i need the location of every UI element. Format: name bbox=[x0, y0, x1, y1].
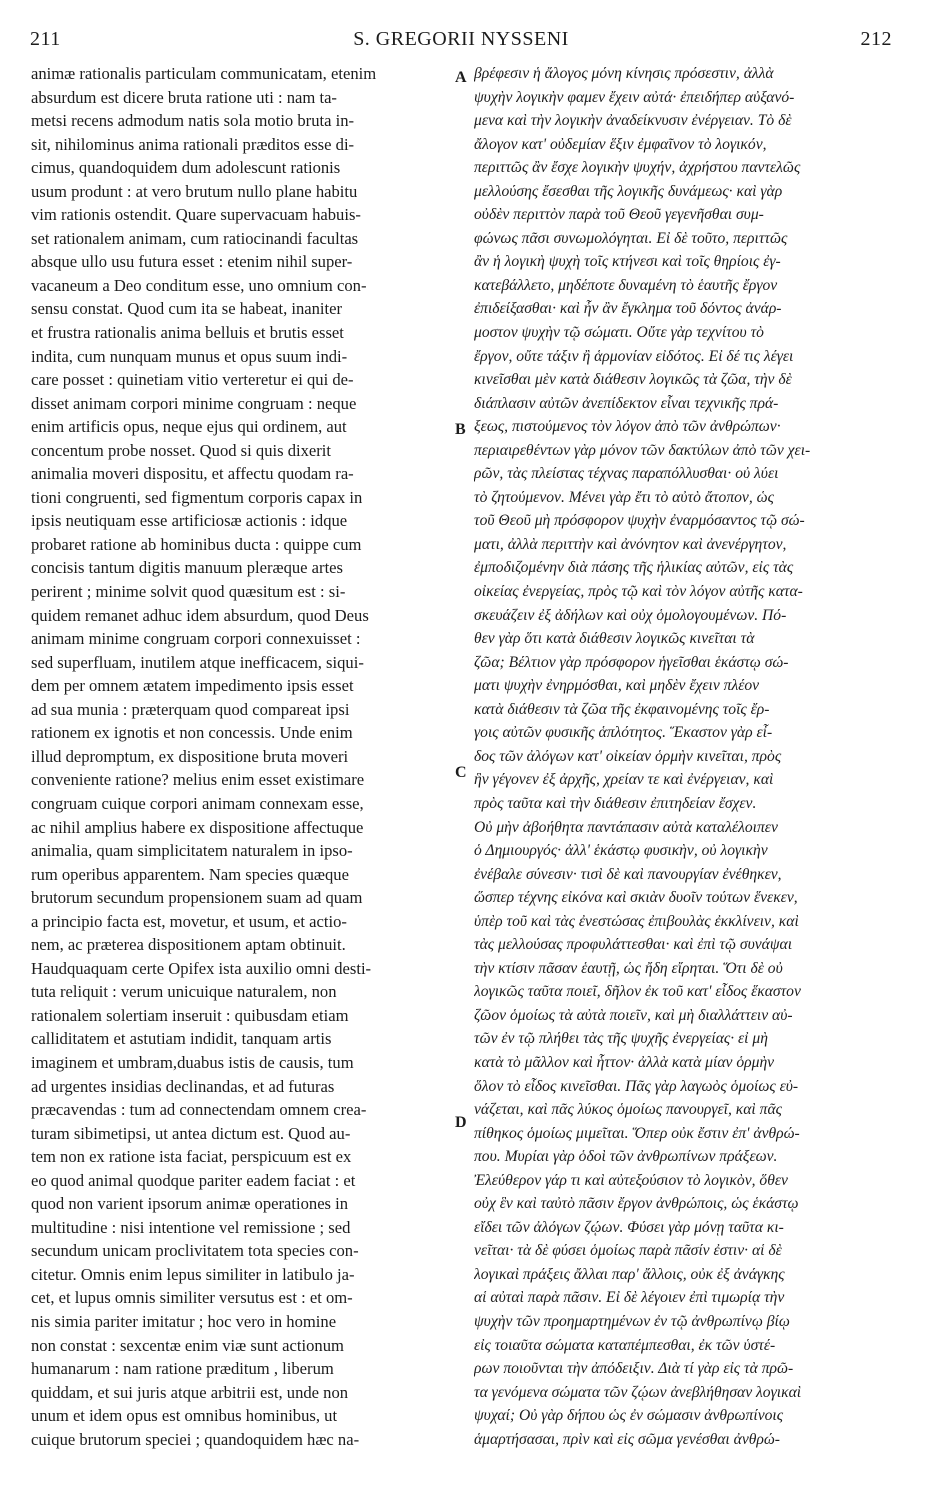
text-line: ἣν γέγονεν ἐξ ἀρχῆς, χρείαν τε καὶ ἐνέργειαν, καὶ bbox=[474, 771, 774, 789]
text-line: nem, ac præterea dispositionem aptam obtinuit. bbox=[31, 935, 346, 955]
text-line: concisis tantum digitis manuum pleræque artes bbox=[31, 558, 343, 578]
text-line: γοις αὐτῶν φυσικῆς ἁπλότητος. Ἕκαστον γὰρ εἶ- bbox=[474, 724, 773, 742]
text-line: ἐμποδιζομένην διὰ πάσης τῆς ἡλικίας αὐτῶν, εἰς τὰς bbox=[474, 559, 794, 577]
text-line: ὅλον τὸ εἶδος κινεῖσθαι. Πᾶς γὰρ λαγωὸς ὁμοίως εὐ- bbox=[474, 1077, 799, 1095]
text-line: νεῖται· τὰ δὲ φύσει ὁμοίως παρὰ πᾶσίν ἐστιν· αἱ δὲ bbox=[474, 1242, 782, 1260]
text-line: animalia moveri dispositu, et affectu quodam ra- bbox=[31, 464, 354, 484]
text-line: που. Μυρίαι γὰρ ὁδοὶ τῶν ἀνθρωπίνων πράξεων. bbox=[474, 1148, 778, 1166]
latin-column bbox=[31, 62, 454, 1451]
text-line: et frustra rationalis anima belluis et brutis esset bbox=[31, 323, 344, 343]
text-line: δος τῶν ἀλόγων κατ' οἰκείαν ὁρμὴν κινεῖται, πρὸς bbox=[474, 747, 782, 765]
text-line: ac nihil amplius habere ex dispositione affectuque bbox=[31, 817, 364, 837]
text-line: οὐδὲν περιττὸν παρὰ τοῦ Θεοῦ γεγενῆσθαι συμ- bbox=[474, 206, 764, 224]
text-line: humanarum : nam ratione præditum , liberum bbox=[31, 1359, 334, 1379]
text-line: quidem remanet adhuc idem absurdum, quod Deus bbox=[31, 605, 369, 625]
text-line: ζῶα; Βέλτιον γὰρ πρόσφορον ἡγεῖσθαι ἑκάστῳ σώ- bbox=[474, 653, 789, 671]
text-line: ψυχὴν τῶν προημαρτημένων ἐν τῷ ἀνθρωπίνῳ βίῳ bbox=[474, 1312, 790, 1330]
text-line: care posset : quinetiam vitio verteretur ei qui de- bbox=[31, 370, 354, 390]
text-line: πρὸς ταῦτα καὶ τὴν διάθεσιν ἐπιτηδείαν ἔσχεν. bbox=[474, 794, 757, 812]
text-line: ipsis neutiquam esse artificiosæ actionis : idque bbox=[31, 511, 348, 531]
text-line: ἐπιδείξασθαι· καὶ ἦν ἂν ἔγκλημα τοῦ δόντος ἀνάρ- bbox=[474, 300, 782, 318]
text-line: secundum unicam proclivitatem tota species con- bbox=[31, 1241, 359, 1261]
text-line: sed superfluam, inutilem atque inefficacem, siqui- bbox=[31, 652, 364, 672]
text-line: ὥσπερ τέχνης εἰκόνα καὶ σκιὰν δυοῖν τούτων ἕνεκεν, bbox=[474, 889, 798, 907]
text-line: quod non varient ipsorum animæ operationes in bbox=[31, 1194, 349, 1214]
text-line: enim artificis opus, neque ejus qui ordinem, aut bbox=[31, 417, 347, 437]
text-line: τὴν κτίσιν πᾶσαν ἑαυτῇ, ὡς ἤδη εἴρηται. Ὅτι δὲ οὐ bbox=[474, 959, 783, 977]
text-line: non constat : sexcentæ enim viæ sunt actionum bbox=[31, 1335, 344, 1355]
text-line: ὁ Δημιουργός· ἀλλ' ἑκάστῳ φυσικὴν, οὐ λογικὴν bbox=[474, 842, 768, 860]
text-line: cuique brutorum speciei ; quandoquidem hæc na- bbox=[31, 1429, 360, 1449]
text-line: ὑπὲρ τοῦ καὶ τὰς ἐνεστώσας ἐπιβουλὰς ἐκκλίνειν, καὶ bbox=[474, 912, 799, 930]
text-line: absurdum est dicere bruta ratione uti : nam ta- bbox=[31, 87, 337, 107]
text-line: οὐχ ἓν καὶ ταὐτὸ πᾶσιν ἔργον ἀνθρώποις, ὡς ἑκάστῳ bbox=[474, 1195, 799, 1213]
text-line: usum produnt : at vero brutum nullo plane habitu bbox=[31, 181, 358, 201]
text-line: τὸ ζητούμενον. Μένει γὰρ ἔτι τὸ αὐτὸ ἄτοπον, ὡς bbox=[474, 488, 774, 506]
text-line: αἱ αὐταὶ παρὰ πᾶσιν. Εἰ δὲ λέγοιεν ἐπὶ τιμωρίᾳ τὴν bbox=[474, 1289, 785, 1307]
text-line: κατεβάλλετο, μηδέποτε δυναμένη τὸ ἑαυτῆς ἔργον bbox=[474, 276, 778, 294]
text-line: quiddam, et sui juris atque arbitrii est, unde non bbox=[31, 1382, 349, 1402]
text-line: calliditatem et astutiam indidit, tanquam artis bbox=[31, 1029, 332, 1049]
text-line: διάπλασιν αὐτῶν ἀνεπίδεκτον εἶναι τεχνικῆς πρά- bbox=[474, 394, 779, 412]
text-line: ρων ποιοῦνται τὴν ἀπόδειξιν. Διὰ τί γὰρ εἰς τὰ πρῶ- bbox=[474, 1360, 794, 1378]
text-line: οἰκείας ἐνεργείας, πρὸς τῷ καὶ τὸν λόγον αὐτῆς κατα- bbox=[474, 583, 803, 601]
margin-letter: C bbox=[455, 764, 467, 781]
text-line: disset animam corpori minime congruam : neque bbox=[31, 393, 357, 413]
text-line: sensu constat. Quod cum ita se habeat, inaniter bbox=[31, 299, 343, 319]
text-line: vim rationis ostendit. Quare supervacuam habuis- bbox=[31, 205, 361, 225]
text-line: unum et idem opus est omnibus hominibus, ut bbox=[31, 1406, 338, 1426]
text-line: περιττῶς ἂν ἔσχε λογικὴν ψυχήν, ἀχρήστου παντελῶς bbox=[474, 159, 801, 177]
text-line: imaginem et umbram,duabus istis de causis, tum bbox=[31, 1052, 354, 1072]
text-line: νάζεται, καὶ πᾶς λύκος ὁμοίως πανουργεῖ, καὶ πᾶς bbox=[474, 1101, 782, 1119]
text-line: Ἐλεύθερον γάρ τι καὶ αὐτεξούσιον τὸ λογικὸν, ὅθεν bbox=[474, 1171, 788, 1189]
text-line: σκευάζειν ἐξ ἀδήλων καὶ οὐχ ὁμολογουμένων. Πό- bbox=[474, 606, 787, 624]
text-line: animæ rationalis particulam communicatam, etenim bbox=[31, 64, 377, 83]
margin-letter: B bbox=[455, 421, 466, 438]
text-line: illud depromptum, ex dispositione bruta moveri bbox=[31, 746, 349, 766]
text-line: ματι ψυχὴν ἐνηρμόσθαι, καὶ μηδὲν ἔχειν πλέον bbox=[474, 677, 760, 695]
text-line: εἴδει τῶν ἀλόγων ζῴων. Φύσει γὰρ μόνῃ ταῦτα κι- bbox=[474, 1218, 784, 1236]
text-line: ματι, ἀλλὰ περιττὴν καὶ ἀνόνητον καὶ ἀνενέργητον, bbox=[474, 535, 787, 553]
text-line: κατὰ διάθεσιν τὰ ζῶα τῆς ἐκφαινομένης τοῖς ἔρ- bbox=[474, 700, 770, 718]
text-line: τῶν ἐν τῷ πλήθει τὰς τῆς ψυχῆς ἐνεργείας· εἰ μὴ bbox=[474, 1030, 768, 1048]
text-line: indita, cum nunquam munus et opus suum indi- bbox=[31, 346, 348, 366]
text-line: multitudine : nisi intentione vel remissione ; sed bbox=[31, 1217, 351, 1237]
text-line: ἁμαρτήσασαι, πρὶν καὶ εἰς σῶμα γενέσθαι ἀνθρώ- bbox=[474, 1430, 780, 1448]
text-line: brutorum secundum propensionem suam ad quam bbox=[31, 888, 363, 908]
text-line: concentum probe nosset. Quod si quis dixerit bbox=[31, 440, 332, 460]
text-line: κατὰ τὸ μᾶλλον καὶ ἧττον· ἀλλὰ κατὰ μίαν ὁρμὴν bbox=[474, 1053, 775, 1071]
text-line: congruam cuique corpori animam connexam esse, bbox=[31, 793, 364, 813]
text-line: absque ullo usu futura esset : etenim nihil super- bbox=[31, 252, 353, 272]
margin-letter: A bbox=[455, 69, 467, 86]
page-number-right: 212 bbox=[860, 28, 892, 50]
running-title: S. GREGORII NYSSENI bbox=[353, 28, 569, 50]
text-line: λογικαὶ πράξεις ἄλλαι παρ' ἄλλοις, οὐκ ἐξ ἀνάγκης bbox=[474, 1265, 785, 1283]
text-line: θεν γὰρ ὅτι κατὰ διάθεσιν λογικῶς κινεῖται τὰ bbox=[474, 630, 755, 648]
text-line: τα γενόμενα σώματα τῶν ζῴων ἀνεβλήθησαν λογικαὶ bbox=[474, 1383, 802, 1401]
text-line: λογικῶς ταῦτα ποιεῖ, δῆλον ἐκ τοῦ κατ' εἶδος ἕκαστον bbox=[474, 983, 801, 1001]
text-line: εἰς τοιαῦτα σώματα καταπέμπεσθαι, ἐκ τῶν ὑστέ- bbox=[474, 1336, 776, 1354]
text-line: ψυχαί; Οὐ γὰρ δήπου ὡς ἐν σώμασιν ἀνθρωπίνοις bbox=[474, 1407, 784, 1425]
text-line: eo quod animal quodque pariter eadem faciat : et bbox=[31, 1170, 356, 1190]
text-line: ad urgentes insidias declinandas, et ad futuras bbox=[31, 1076, 335, 1096]
text-line: ἂν ἡ λογικὴ ψυχὴ τοῖς κτήνεσι καὶ τοῖς θηρίοις ἐγ- bbox=[474, 253, 781, 271]
text-line: tem non ex ratione ista faciat, perspicuum est ex bbox=[31, 1147, 352, 1167]
text-line: probaret ratione ab hominibus ducta : quippe cum bbox=[31, 534, 362, 554]
text-line: cimus, quandoquidem dum adolescunt rationis bbox=[31, 158, 341, 178]
text-line: rationalem solertiam inseruit : quibusdam etiam bbox=[31, 1005, 349, 1025]
running-header bbox=[30, 28, 892, 58]
text-line: a principio facta est, movetur, et usum, et actio- bbox=[31, 911, 347, 931]
text-line: κινεῖσθαι μὲν κατὰ διάθεσιν λογικῶς τὰ ζῶα, τὴν δὲ bbox=[474, 371, 792, 389]
greek-column bbox=[474, 62, 894, 1451]
text-line: ἄλογον κατ' οὐδεμίαν ἕξιν ἐμφαῖνον τὸ λογικόν, bbox=[474, 135, 767, 153]
text-line: τοῦ Θεοῦ μὴ πρόσφορον ψυχὴν ἐναρμόσαντος τῷ σώ- bbox=[474, 512, 805, 530]
text-line: sit, nihilominus anima rationali præditos esse di- bbox=[31, 134, 355, 154]
text-line: metsi recens admodum natis sola motio bruta in- bbox=[31, 111, 355, 131]
text-line: nis simia pariter imitatur ; hoc vero in homine bbox=[31, 1311, 337, 1331]
text-line: ἔργον, οὔτε τάξιν ἢ ἁρμονίαν εἰδότος. Εἰ δέ τις λέγει bbox=[474, 347, 794, 365]
text-line: perirent ; minime solvit quod quæsitum est : si- bbox=[31, 582, 346, 602]
text-line: tioni congruenti, sed figmentum corporis capax in bbox=[31, 487, 363, 507]
text-line: ad sua munia : præterquam quod compareat ipsi bbox=[31, 699, 350, 719]
text-line: μοστον ψυχὴν τῷ σώματι. Οὔτε γὰρ τεχνίτου τὸ bbox=[474, 324, 764, 342]
text-line: βρέφεσιν ἡ ἄλογος μόνη κίνησις πρόσεστιν, ἀλλὰ bbox=[474, 65, 774, 82]
text-line: cet, et lupus omnis similiter versutus est : et om- bbox=[31, 1288, 353, 1308]
text-line: ρῶν, τὰς πλείστας τέχνας παραπόλλυσθαι· οὐ λύει bbox=[474, 465, 779, 483]
text-line: tuta reliquit : verum unicuique naturalem, non bbox=[31, 982, 337, 1002]
text-line: animalia, quam simplicitatem naturalem in ipso- bbox=[31, 841, 353, 861]
text-line: ψυχὴν λογικὴν φαμεν ἔχειν αὐτά· ἐπειδήπερ αὐξανό- bbox=[474, 88, 795, 106]
text-line: dem per omnem ætatem impedimento ipsis esset bbox=[31, 676, 354, 696]
text-line: φώνως πᾶσι συνωμολόγηται. Εἰ δὲ τοῦτο, περιττῶς bbox=[474, 229, 788, 247]
text-line: ζῶον ὁμοίως τὰ αὐτὰ ποιεῖν, καὶ μὴ διαλλάττειν αὐ- bbox=[474, 1006, 793, 1024]
text-line: ἐνέβαλε σύνεσιν· τισὶ δὲ καὶ πανουργίαν ἐνέθηκεν, bbox=[474, 865, 782, 883]
margin-letter: D bbox=[455, 1114, 467, 1131]
text-line: πίθηκος ὁμοίως μιμεῖται. Ὅπερ οὐκ ἔστιν ἐπ' ἀνθρώ- bbox=[474, 1124, 800, 1142]
page-number-left: 211 bbox=[30, 28, 61, 50]
text-line: ξεως, πιστούμενος τὸν λόγον ἀπὸ τῶν ἀνθρώπων· bbox=[474, 418, 781, 436]
text-line: Haudquaquam certe Opifex ista auxilio omni desti- bbox=[31, 958, 372, 978]
text-line: præcavendas : tum ad connectendam omnem crea- bbox=[31, 1100, 367, 1120]
text-line: Οὐ μὴν ἀβοήθητα παντάπασιν αὐτὰ καταλέλοιπεν bbox=[474, 818, 778, 836]
text-line: set rationalem animam, cum ratiocinandi facultas bbox=[31, 228, 359, 248]
text-line: animam minime congruam corpori connexuisset : bbox=[31, 629, 361, 649]
text-line: μενα καὶ τὴν λογικὴν ἀναδείκνυσιν ἐνέργειαν. Τὸ δὲ bbox=[474, 112, 792, 130]
text-line: περιαιρεθέντων γὰρ μόνον τῶν δακτύλων ἀπὸ τῶν χει- bbox=[474, 441, 811, 459]
text-line: turam sibimetipsi, ut antea dictum est. Quod au- bbox=[31, 1123, 351, 1143]
text-line: citetur. Omnis enim lepus similiter in latibulo ja- bbox=[31, 1264, 355, 1284]
text-line: vacaneum a Deo conditum esse, uno omnium con- bbox=[31, 275, 367, 295]
text-line: conveniente ratione? melius enim esset existimare bbox=[31, 770, 365, 790]
text-line: rum operibus apparentem. Nam species quæque bbox=[31, 864, 349, 884]
text-line: τὰς μελλούσας προφυλάττεσθαι· καὶ ἐπὶ τῷ συνάψαι bbox=[474, 936, 793, 954]
text-line: μελλούσης ἔσεσθαι τῆς λογικῆς δυνάμεως· καὶ γὰρ bbox=[474, 182, 783, 200]
text-line: rationem ex ignotis et non concessis. Unde enim bbox=[31, 723, 353, 743]
